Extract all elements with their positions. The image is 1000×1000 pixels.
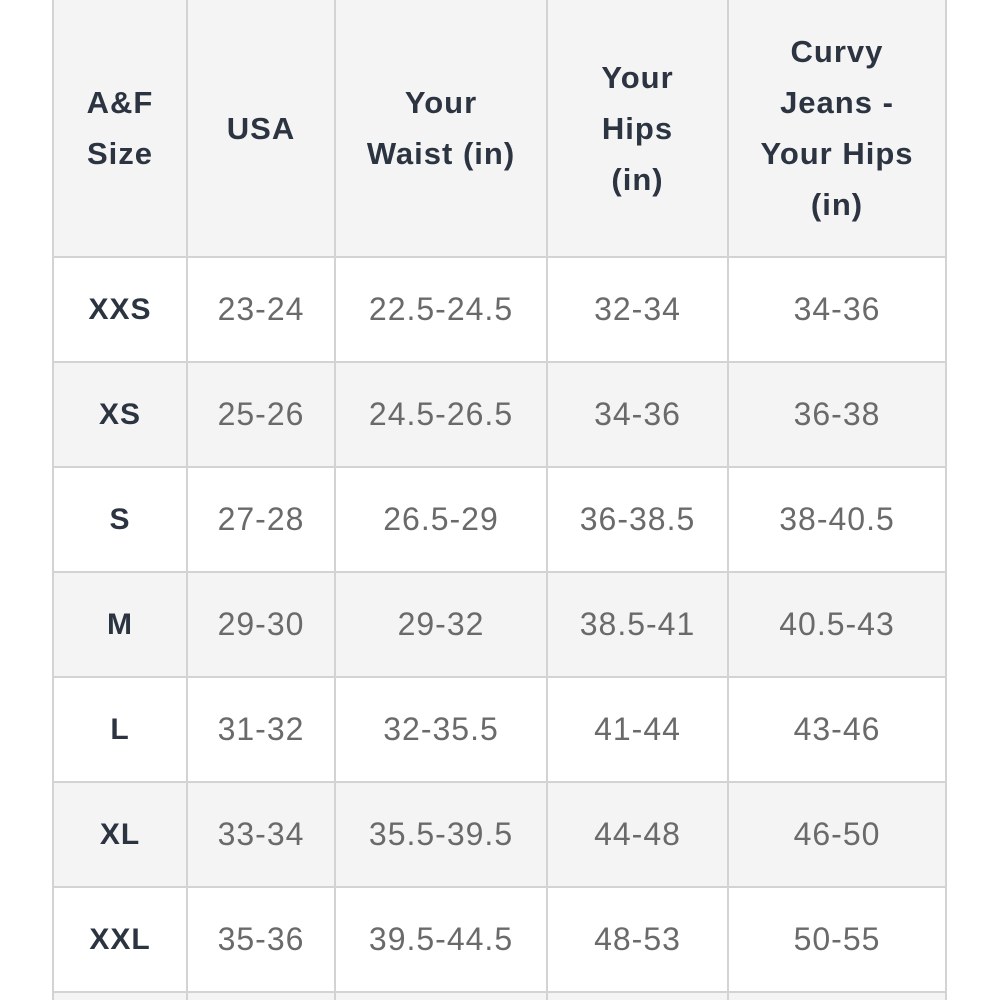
cut-off-cell xyxy=(335,992,547,1000)
waist-cell: 26.5-29 xyxy=(335,467,547,572)
usa-cell: 33-34 xyxy=(187,782,335,887)
header-waist: Your Waist (in) xyxy=(335,0,547,257)
usa-cell: 23-24 xyxy=(187,257,335,362)
waist-cell: 39.5-44.5 xyxy=(335,887,547,992)
curvy-hips-cell: 40.5-43 xyxy=(728,572,946,677)
size-cell: XXS xyxy=(53,257,187,362)
hips-cell: 48-53 xyxy=(547,887,728,992)
curvy-hips-cell: 50-55 xyxy=(728,887,946,992)
size-chart-table xyxy=(52,0,947,1000)
waist-cell: 22.5-24.5 xyxy=(335,257,547,362)
hips-cell: 44-48 xyxy=(547,782,728,887)
curvy-hips-cell: 38-40.5 xyxy=(728,467,946,572)
size-cell: XXL xyxy=(53,887,187,992)
header-hips: Your Hips (in) xyxy=(547,0,728,257)
curvy-hips-cell: 34-36 xyxy=(728,257,946,362)
usa-cell: 35-36 xyxy=(187,887,335,992)
curvy-hips-cell: 43-46 xyxy=(728,677,946,782)
size-cell: L xyxy=(53,677,187,782)
cut-off-cell xyxy=(53,992,187,1000)
hips-cell: 41-44 xyxy=(547,677,728,782)
usa-cell: 27-28 xyxy=(187,467,335,572)
curvy-hips-cell: 36-38 xyxy=(728,362,946,467)
hips-cell: 38.5-41 xyxy=(547,572,728,677)
table-row xyxy=(53,677,946,782)
table-row xyxy=(53,467,946,572)
hips-cell: 36-38.5 xyxy=(547,467,728,572)
table-row xyxy=(53,362,946,467)
table-row xyxy=(53,782,946,887)
hips-cell: 34-36 xyxy=(547,362,728,467)
table-row xyxy=(53,887,946,992)
waist-cell: 32-35.5 xyxy=(335,677,547,782)
table-row-cut-off xyxy=(53,992,946,1000)
size-cell: XL xyxy=(53,782,187,887)
waist-cell: 35.5-39.5 xyxy=(335,782,547,887)
usa-cell: 25-26 xyxy=(187,362,335,467)
cut-off-cell xyxy=(547,992,728,1000)
usa-cell: 31-32 xyxy=(187,677,335,782)
header-curvy-hips: Curvy Jeans - Your Hips (in) xyxy=(728,0,946,257)
waist-cell: 24.5-26.5 xyxy=(335,362,547,467)
header-af-size: A&F Size xyxy=(53,0,187,257)
cut-off-cell xyxy=(187,992,335,1000)
header-row xyxy=(53,0,946,257)
curvy-hips-cell: 46-50 xyxy=(728,782,946,887)
waist-cell: 29-32 xyxy=(335,572,547,677)
usa-cell: 29-30 xyxy=(187,572,335,677)
size-cell: M xyxy=(53,572,187,677)
size-cell: S xyxy=(53,467,187,572)
size-cell: XS xyxy=(53,362,187,467)
hips-cell: 32-34 xyxy=(547,257,728,362)
table-row xyxy=(53,257,946,362)
table-row xyxy=(53,572,946,677)
cut-off-cell xyxy=(728,992,946,1000)
header-usa: USA xyxy=(187,0,335,257)
